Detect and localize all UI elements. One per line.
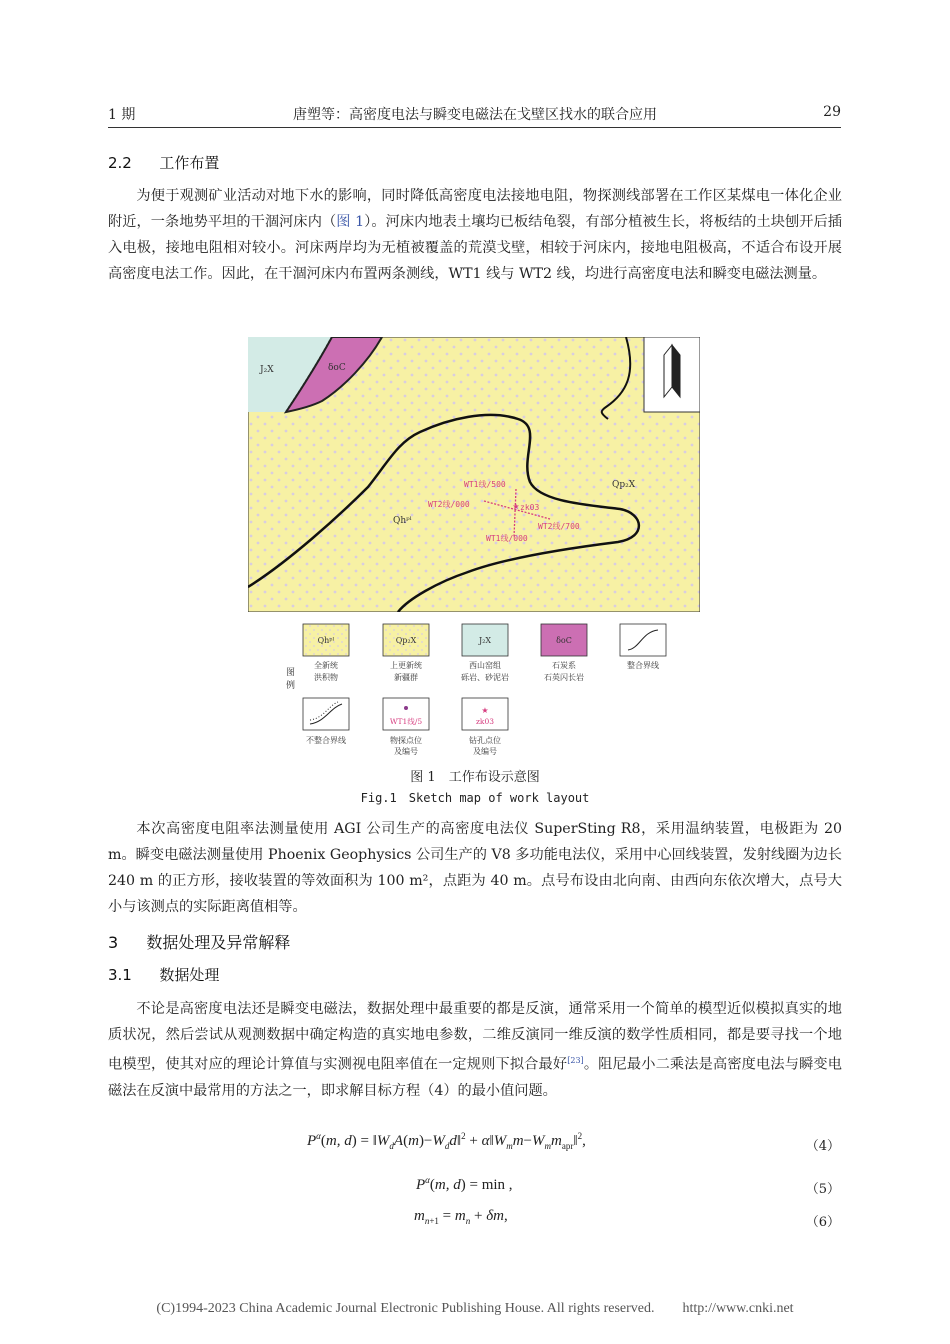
legend-qp-line1: 上更新统 bbox=[390, 661, 422, 670]
legend-conformity-label: 整合界线 bbox=[627, 661, 659, 670]
survey-point-icon bbox=[404, 706, 408, 710]
text: 不论是高密度电法还是瞬变电磁法，数据处理中最重要的都是反演，通常采用一个简单的模型近似模拟真实的地质状况，然后尝试从观测数据中确定构造的真实地电参数，二维反演同一维反演的数学性质相同，都是要寻找一个地电模型，使其对应的理论计算值与实测视电阻率值在一定规则下拟合最好 bbox=[108, 1001, 842, 1073]
label-doc: δoC bbox=[328, 363, 346, 373]
legend-title-2: 例 bbox=[286, 681, 296, 691]
legend-doc-line1: 石炭系 bbox=[552, 661, 576, 670]
copyright-footer: (C)1994-2023 China Academic Journal Electronic Publishing House. All rights reserved. http://www.cnki.net bbox=[156, 1301, 794, 1316]
paragraph-work-layout bbox=[108, 183, 842, 287]
equation-6-number: （6） bbox=[805, 1215, 840, 1230]
equation-5: $P^\alpha(m$, d) = min , bbox=[416, 1175, 513, 1193]
label-wt1-500: WT1线/500 bbox=[464, 480, 506, 489]
legend-doc-line2: 石英闪长岩 bbox=[544, 673, 584, 682]
legend-borehole-line2: 及编号 bbox=[473, 747, 497, 756]
legend-symbol-qp: Qp₂X bbox=[395, 636, 417, 645]
figure-caption-cn: 图 1 工作布设示意图 bbox=[410, 770, 540, 785]
legend-title-1: 图 bbox=[286, 668, 296, 678]
header-rule bbox=[108, 127, 841, 128]
figure-link[interactable]: 图 1 bbox=[336, 214, 365, 230]
equation-5-number: （5） bbox=[805, 1182, 840, 1197]
section-title: 数据处理 bbox=[159, 966, 220, 984]
legend-qp-line2: 新疆群 bbox=[394, 673, 418, 682]
legend-swatch-unconformity bbox=[303, 698, 349, 730]
borehole-star-icon: ★ bbox=[512, 502, 520, 511]
section-3-heading bbox=[108, 930, 290, 953]
label-j2x: J₂X bbox=[260, 365, 274, 375]
page-number: 29 bbox=[823, 104, 841, 120]
figure-1-map bbox=[248, 337, 700, 612]
issue-number: 1 期 bbox=[108, 107, 136, 123]
legend-swatch-conformity bbox=[620, 624, 666, 656]
legend-symbol-doc: δoC bbox=[556, 636, 572, 645]
legend-symbol-borehole: zk03 bbox=[475, 717, 495, 726]
section-number: 2.2 bbox=[108, 154, 132, 172]
legend-unconformity-label: 不整合界线 bbox=[306, 736, 346, 745]
text: 。阻尼最小二乘法是高密度电法与瞬变电磁法在反演中最常用的方法之一，即求解目标方程（4）的最小值问题。 bbox=[108, 1056, 842, 1099]
figure-1-legend bbox=[280, 620, 680, 760]
legend-qh-line2: 洪积物 bbox=[314, 673, 338, 682]
equation-4: $P^\alpha(m$, $d) = ‖W_dA(m)-W_dd‖^2$ + $\alpha‖W_mm-W_mm_{apr}‖^2$, bbox=[307, 1131, 586, 1151]
legend-symbol-qh: Qhᵖˡ bbox=[317, 636, 335, 645]
text: ）。河床内地表土壤均已板结龟裂，有部分植被生长，将板结的土块刨开后插入电极，接地电阻相对较小。河床两岸均为无植被覆盖的荒漠戈壁，相较于河床内，接地电阻极高，不适合布设开展高密度电法工作。因此，在干涸河床内布置两条测线，WT1 线与 WT2 线，均进行高密度电法和瞬变电磁法测量。 bbox=[108, 214, 842, 282]
section-title: 工作布置 bbox=[159, 154, 220, 172]
label-zk03: zk03 bbox=[520, 503, 540, 512]
legend-survey-line2: 及编号 bbox=[394, 747, 418, 756]
label-wt2-000: WT2线/000 bbox=[428, 500, 470, 509]
legend-symbol-j2x: J₂X bbox=[478, 636, 492, 645]
north-arrow-icon bbox=[664, 345, 672, 397]
section-number: 3.1 bbox=[108, 966, 132, 984]
section-title: 数据处理及异常解释 bbox=[146, 933, 291, 952]
text: 为便于观测矿业活动对地下水的影响，同时降低高密度电法接地电阻，物探测线部署在工作区某煤电一体化企业附近，一条地势平坦的干涸河床内（ bbox=[108, 188, 842, 230]
label-wt2-700: WT2线/700 bbox=[538, 522, 580, 531]
figure-caption-en: Fig.1 Sketch map of work layout bbox=[360, 791, 590, 805]
borehole-star-legend-icon: ★ bbox=[481, 706, 489, 715]
label-wt1-000: WT1线/000 bbox=[486, 534, 528, 543]
equation-6: $m_{n+1} = m_n + \delta m$, bbox=[414, 1208, 508, 1226]
label-qh: Qhᵖˡ bbox=[393, 516, 412, 526]
legend-j2x-line2: 砾岩、砂泥岩 bbox=[461, 673, 509, 682]
running-title: 唐塑等：高密度电法与瞬变电磁法在戈壁区找水的联合应用 bbox=[293, 107, 657, 123]
legend-symbol-survey: WT1线/5 bbox=[389, 717, 423, 726]
legend-borehole-line1: 钻孔点位 bbox=[469, 736, 501, 745]
legend-qh-line1: 全新统 bbox=[314, 661, 338, 670]
legend-j2x-line1: 西山窑组 bbox=[469, 661, 501, 670]
section-number: 3 bbox=[108, 933, 119, 952]
paragraph-data-processing bbox=[108, 996, 842, 1104]
paragraph-instruments: 本次高密度电阻率法测量使用 AGI 公司生产的高密度电法仪 SuperSting R8，采用温纳装置，电极距为 20 m。瞬变电磁法测量使用 Phoenix Geophysics 公司生产的 V8 多功能电法仪，采用中心回线装置，发射线圈为边长 240 m 的正方形，接收装置的等效面积为 100 m²，点距为 40 m。点号布设由北向南、由西向东依次增大，点号大小与该测点的实际距离值相等。 bbox=[108, 821, 842, 915]
citation-link[interactable]: [23] bbox=[567, 1056, 584, 1065]
legend-survey-line1: 物探点位 bbox=[390, 736, 422, 745]
section-2-2-heading bbox=[108, 152, 219, 173]
label-qp: Qp₂X bbox=[612, 480, 636, 490]
section-3-1-heading bbox=[108, 964, 219, 985]
equation-4-number: （4） bbox=[805, 1139, 840, 1154]
